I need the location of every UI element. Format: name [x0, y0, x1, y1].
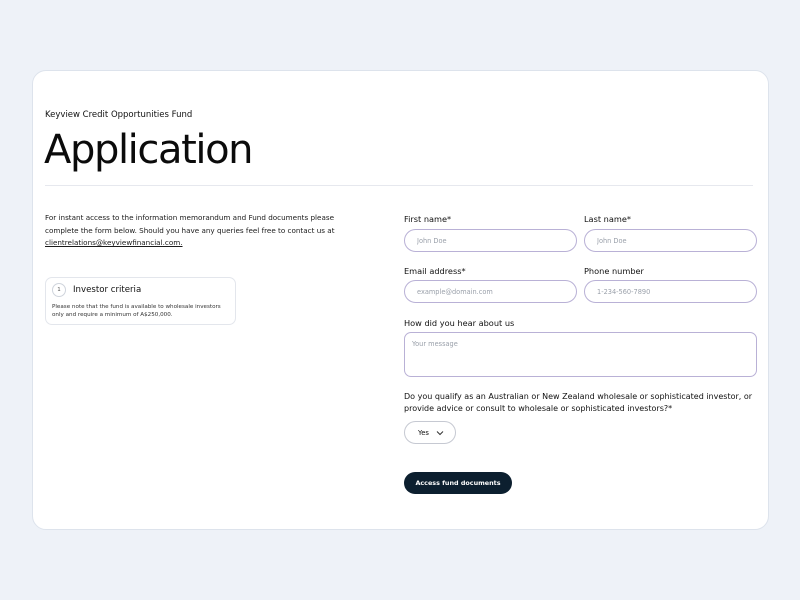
phone-label: Phone number	[584, 266, 644, 276]
fund-name: Keyview Credit Opportunities Fund	[45, 110, 193, 120]
intro-text	[45, 212, 345, 250]
criteria-step-number: 1	[52, 283, 66, 297]
hear-about-textarea[interactable]	[404, 332, 757, 377]
last-name-label: Last name*	[584, 214, 631, 224]
first-name-label: First name*	[404, 214, 452, 224]
intro-body: For instant access to the information memorandum and Fund documents please complete the form below. Should you have any queries feel free to contact us at	[45, 213, 335, 235]
email-label: Email address*	[404, 266, 466, 276]
criteria-text: Please note that the fund is available to wholesale investors only and require a minimum of A$250,000.	[52, 304, 221, 318]
first-name-input[interactable]	[404, 229, 577, 252]
qualify-question: Do you qualify as an Australian or New Zealand wholesale or sophisticated investor, or provide advice or consult to wholesale or sophisticated investors?*	[404, 392, 753, 414]
qualify-selected-value: Yes	[418, 429, 429, 437]
phone-input[interactable]	[584, 280, 757, 303]
page-title: Application	[44, 127, 253, 173]
access-fund-documents-button[interactable]: Access fund documents	[404, 472, 512, 494]
chevron-down-icon	[435, 428, 445, 438]
application-card	[32, 70, 769, 530]
criteria-title: Investor criteria	[73, 285, 142, 295]
contact-email-link[interactable]: clientrelations@keyviewfinancial.com.	[45, 238, 183, 248]
divider	[45, 185, 753, 186]
qualify-select[interactable]	[404, 421, 456, 444]
last-name-input[interactable]	[584, 229, 757, 252]
hear-about-label: How did you hear about us	[404, 318, 515, 328]
email-input[interactable]	[404, 280, 577, 303]
investor-criteria-card	[45, 277, 236, 325]
